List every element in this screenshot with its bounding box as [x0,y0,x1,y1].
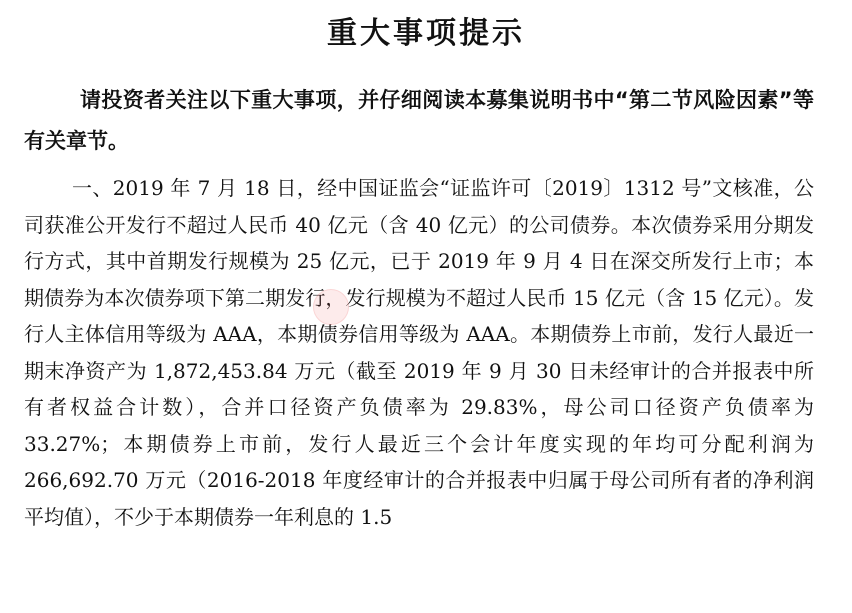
intro-paragraph: 请投资者关注以下重大事项，并仔细阅读本募集说明书中“第二节风险因素”等有关章节。 [24,88,814,153]
body-paragraph: 一、2019 年 7 月 18 日，经中国证监会“证监许可〔2019〕1312 号”文核准，公司获准公开发行不超过人民币 40 亿元（含 40 亿元）的公司债券。本次债券采用分期发行方式，其中首期发行规模为 25 亿元，已于 2019 年 9 月 4 日在深交所发行上市；本期债券为本次债券项下第二期发行，发行规模为不超过人民币 15 亿元（含 15 亿元）。发行人主体信用等级为 AAA，本期债券信用等级为 AAA。本期债券上市前，发行人最近一期末净资产为 1,872,453.84 万元（截至 2019 年 9 月 30 日未经审计的合并报表中所有者权益合计数），合并口径资产负债率为 29.83%，母公司口径资产负债率为 33.27%；本期债券上市前，发行人最近三个会计年度实现的年均可分配利润为 266,692.70 万元（2016-2018 年度经审计的合并报表中归属于母公司所有者的净利润平均值），不少于本期债券一年利息的 1.5 [24,176,814,529]
page-title: 重大事项提示 [327,16,525,51]
watermark-logo-icon [313,289,349,325]
